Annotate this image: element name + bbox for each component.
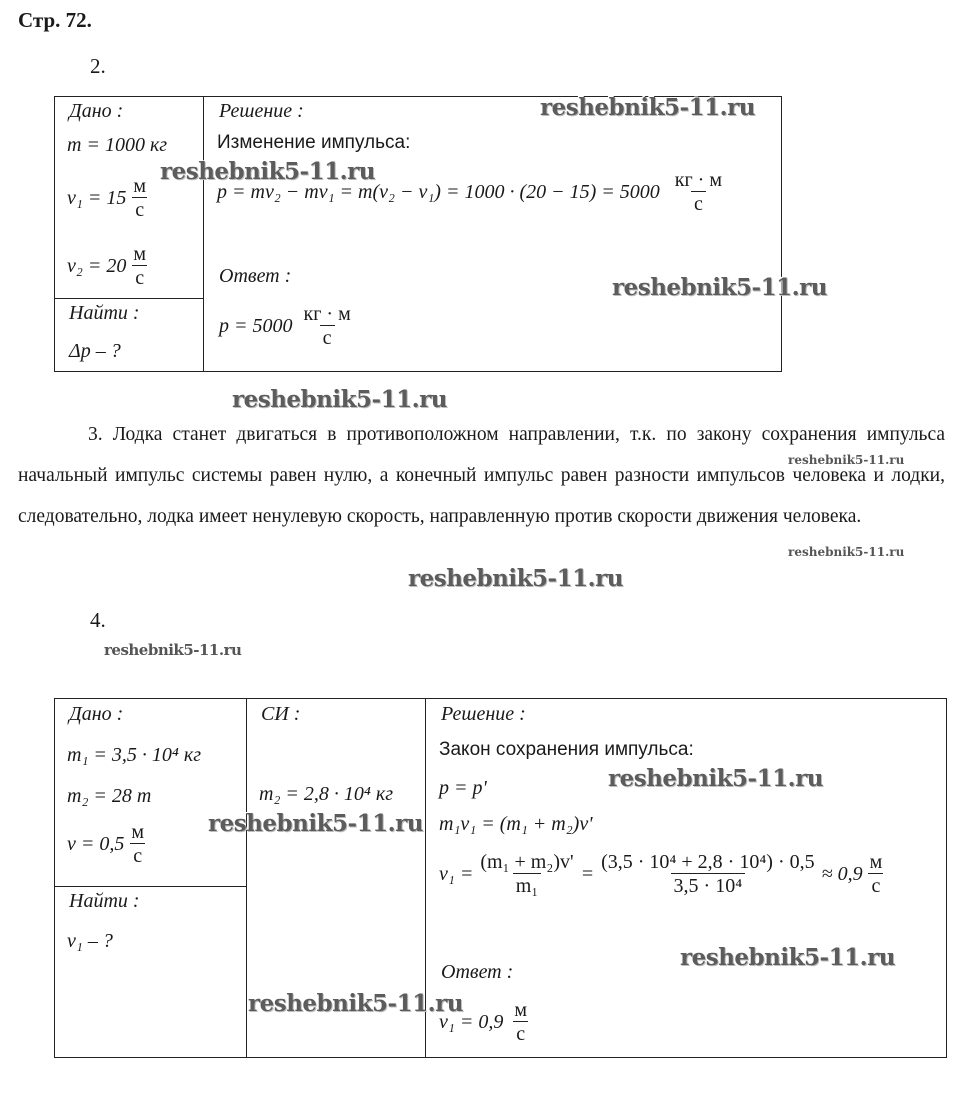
table-divider (55, 886, 246, 887)
watermark: reshebnik5-11.ru (680, 944, 895, 971)
watermark: reshebnik5-11.ru (160, 158, 375, 185)
fraction-denominator: 3,5 · 10⁴ (671, 873, 746, 898)
answer-text: p = 5000 (219, 315, 293, 337)
watermark: reshebnik5-11.ru (408, 565, 623, 592)
unit-fraction (130, 243, 149, 290)
solution-title: Решение : (219, 100, 304, 122)
eq3-lhs: v₁ = (439, 863, 474, 885)
given-v1-value: v₁ = 15 (67, 187, 127, 209)
eq3-fraction-symbolic (477, 851, 576, 898)
watermark: reshebnik5-11.ru (232, 386, 447, 413)
table-divider (203, 97, 204, 371)
unit-fraction (511, 999, 530, 1046)
formula-text: p = mv₂ − mv₁ = m(v₂ − v₁) = 1000 · (20 − 15) = 5000 (217, 181, 660, 203)
equation-3 (439, 851, 889, 898)
given-title: Дано : (69, 703, 124, 725)
eq3-result: ≈ 0,9 (821, 863, 863, 885)
unit-fraction (672, 169, 725, 216)
fraction-denominator: m₁ (513, 873, 542, 898)
unit-fraction (128, 821, 147, 868)
given-v2-value: v₂ = 20 (67, 255, 127, 277)
given-v (67, 821, 151, 868)
unit-denominator: с (132, 265, 147, 290)
law-text: Закон сохранения импульса: (439, 739, 694, 760)
unit-numerator: м (133, 243, 146, 265)
unit-denominator: с (130, 843, 145, 868)
given-v-value: v = 0,5 (67, 833, 125, 855)
problem-4-number: 4. (90, 608, 106, 632)
watermark: reshebnik5-11.ru (608, 765, 823, 792)
unit-fraction (867, 851, 886, 898)
watermark: reshebnik5-11.ru (540, 94, 755, 121)
problem-2-number: 2. (90, 54, 106, 78)
given-m2: m₂ = 28 т (67, 785, 152, 807)
given-mass: m = 1000 кг (67, 134, 168, 156)
problem-2-table (54, 96, 782, 372)
unit-numerator: м (514, 999, 527, 1021)
solution-intro: Изменение импульса: (217, 132, 411, 153)
fraction-numerator: (3,5 · 10⁴ + 2,8 · 10⁴) · 0,5 (601, 851, 815, 873)
unit-denominator: с (320, 325, 335, 350)
answer-title: Ответ : (219, 265, 292, 287)
table-divider (55, 298, 203, 299)
unit-fraction (130, 175, 149, 222)
find-title: Найти : (69, 302, 140, 324)
si-m2: m₂ = 2,8 · 10⁴ кг (259, 783, 394, 805)
unit-fraction (301, 303, 354, 350)
unit-numerator: м (133, 175, 146, 197)
problem-3-text: 3. Лодка станет двигаться в противоположном направлении, т.к. по закону сохранения импульса начальный импульс системы равен нулю, а конечный импульс равен разности импульсов человека и лодки, следовательно, лодка имеет ненулевую скорость, направленную против скорости движения человека. (18, 424, 945, 527)
page-header: Стр. 72. (18, 8, 92, 32)
given-title: Дано : (69, 100, 124, 122)
answer-text: v₁ = 0,9 (439, 1011, 504, 1033)
solution-title: Решение : (441, 703, 526, 725)
answer-value (219, 303, 358, 350)
problem-4-table (54, 698, 947, 1058)
equation-1: p = p' (439, 777, 487, 799)
eq3-equals: = (580, 863, 595, 885)
given-v1 (67, 175, 153, 222)
given-v2 (67, 243, 153, 290)
find-value: Δp – ? (69, 340, 121, 362)
fraction-numerator: (m₁ + m₂)v' (480, 851, 574, 873)
unit-numerator: м (131, 821, 145, 843)
equation-2: m₁v₁ = (m₁ + m₂)v' (439, 813, 593, 835)
table-divider (246, 699, 247, 1057)
unit-numerator: м (869, 851, 883, 873)
watermark: reshebnik5-11.ru (788, 453, 905, 467)
find-title: Найти : (69, 890, 140, 912)
watermark: reshebnik5-11.ru (612, 274, 827, 301)
watermark: reshebnik5-11.ru (788, 545, 905, 559)
eq3-fraction-numeric (598, 851, 818, 898)
unit-denominator: с (868, 873, 883, 898)
unit-denominator: с (513, 1021, 528, 1046)
si-title: СИ : (261, 703, 301, 725)
find-value: v₁ – ? (67, 930, 113, 952)
unit-numerator: кг · м (303, 303, 351, 325)
watermark: reshebnik5-11.ru (104, 641, 242, 659)
unit-denominator: с (132, 197, 147, 222)
unit-numerator: кг · м (674, 169, 723, 191)
watermark: reshebnik5-11.ru (248, 990, 463, 1017)
given-m1: m₁ = 3,5 · 10⁴ кг (67, 744, 202, 766)
answer-title: Ответ : (441, 961, 514, 983)
unit-denominator: с (691, 191, 706, 216)
watermark: reshebnik5-11.ru (208, 810, 423, 837)
